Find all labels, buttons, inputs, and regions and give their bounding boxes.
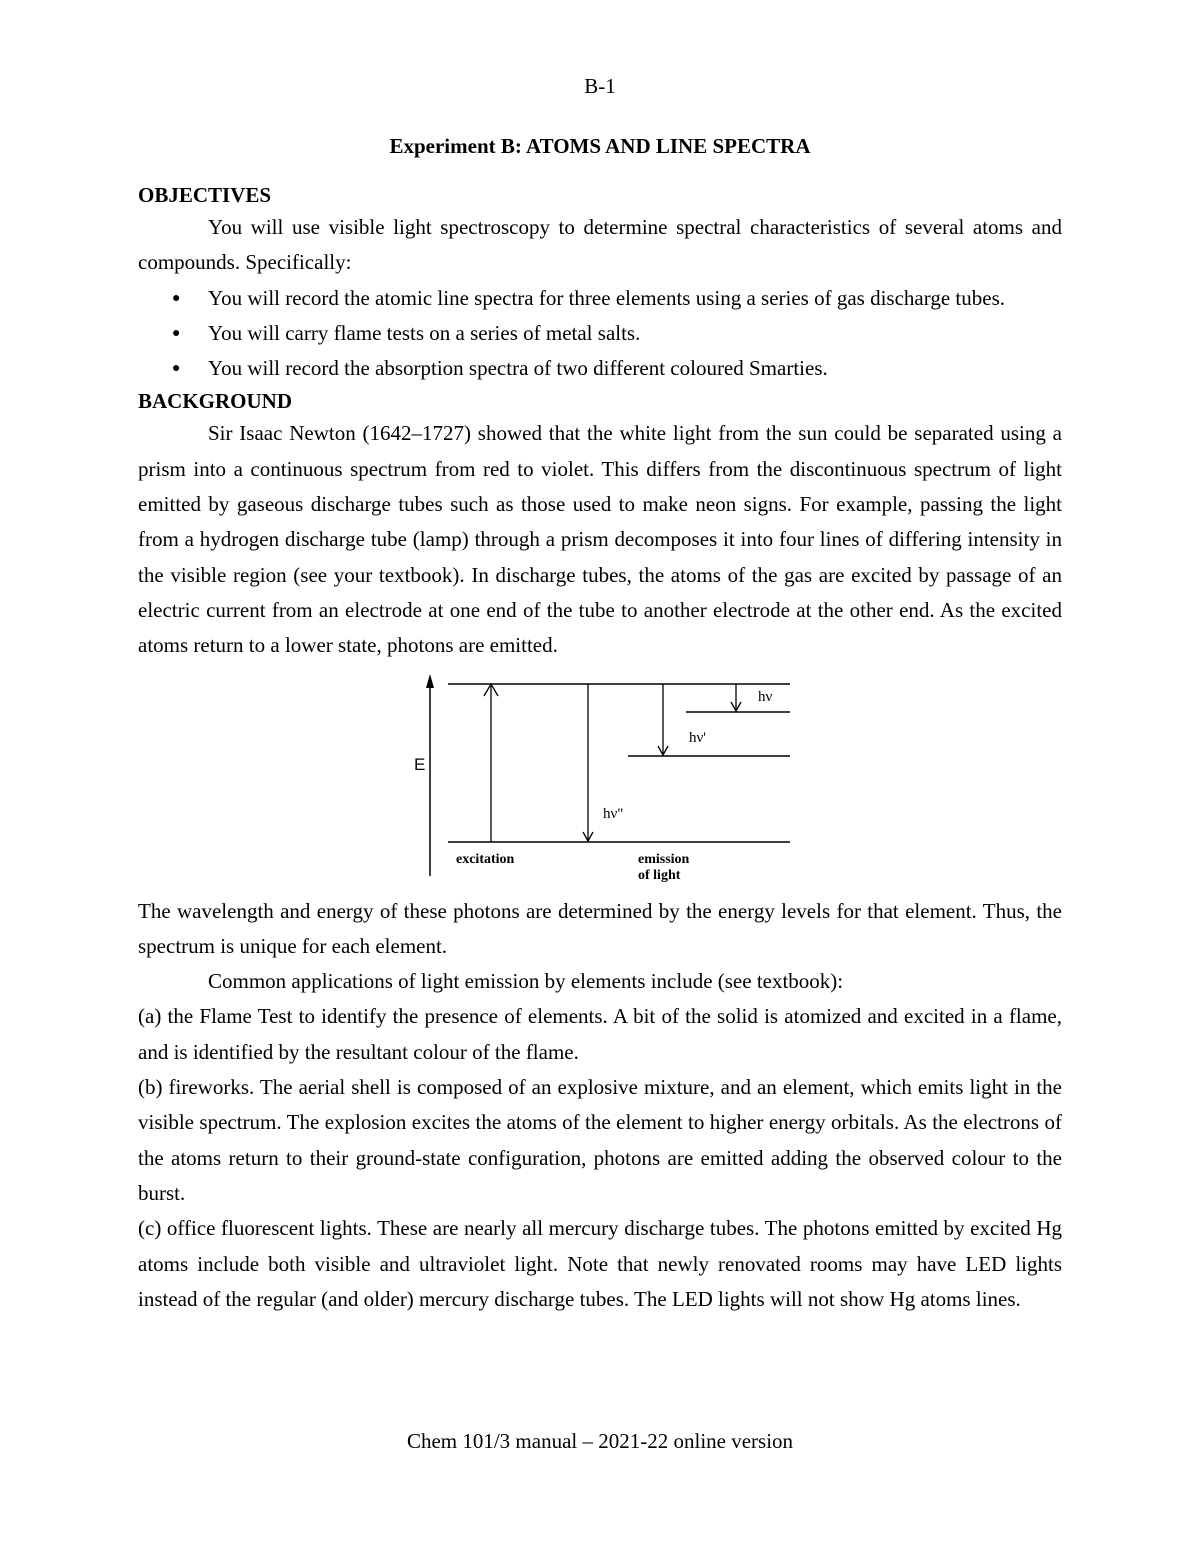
page-number: B-1 (584, 74, 616, 98)
document-body (138, 180, 1062, 1317)
objective-item: ● You will record the absorption spectra of two different coloured Smarties. (138, 351, 1062, 386)
application-item: (b) fireworks. The aerial shell is composed of an explosive mixture, and an element, which emits light in the visible spectrum. The explosion excites the atoms of the element to higher energy orbitals. As the electrons of the atoms return to their ground-state configuration, photons are emitted adding the observed colour to the burst. (138, 1075, 1062, 1205)
objective-item: ● You will record the atomic line spectra for three elements using a series of gas discharge tubes. (138, 281, 1062, 316)
background-heading: BACKGROUND (138, 389, 293, 414)
energy-level-diagram (138, 664, 1062, 894)
background-paragraph: Common applications of light emission by elements include (see textbook): (208, 969, 844, 994)
emission-label-line2: of light (638, 867, 681, 883)
objectives-list (138, 281, 1062, 387)
page-footer: Chem 101/3 manual – 2021-22 online version (406, 1429, 794, 1453)
excitation-label: excitation (456, 851, 515, 867)
energy-axis-arrowhead (426, 674, 434, 688)
page-title: Experiment B: ATOMS AND LINE SPECTRA (389, 134, 811, 158)
application-item: (a) the Flame Test to identify the presence of elements. A bit of the solid is atomized and excited in a flame, and is identified by the resultant colour of the flame. (138, 1004, 1062, 1064)
background-paragraph: Sir Isaac Newton (1642–1727) showed that the white light from the sun could be separated using a prism into a continuous spectrum from red to violet. This differs from the discontinuous spectrum of light emitted by gaseous discharge tubes such as those used to make neon signs. For example, passing the light from a hydrogen discharge tube (lamp) through a prism decomposes it into four lines of differing intensity in the visible region (see your textbook). In discharge tubes, the atoms of the gas are excited by passage of an electric current from an electrode at one end of the tube to another electrode at the other end. As the excited atoms return to a lower state, photons are emitted. (138, 421, 1062, 658)
photon-label-hv-double: hν" (603, 805, 624, 822)
objective-item: ● You will carry flame tests on a series of metal salts. (138, 316, 1062, 351)
photon-label-hv-prime: hν' (689, 729, 706, 746)
emission-label-line1: emission (638, 851, 690, 867)
background-paragraph: The wavelength and energy of these photons are determined by the energy levels for that element. Thus, the spectrum is unique for each element. (138, 898, 1062, 958)
energy-axis-label: E (414, 754, 426, 774)
objectives-heading: OBJECTIVES (138, 183, 272, 207)
applications-list (138, 999, 1062, 1317)
application-item: (c) office fluorescent lights. These are nearly all mercury discharge tubes. The photons emitted by excited Hg atoms include both visible and ultraviolet light. Note that newly renovated rooms may have LED lights instead of the regular (and older) mercury discharge tubes. The LED lights will not show Hg atoms lines. (138, 1216, 1062, 1311)
energy-level-svg (138, 664, 1062, 894)
objectives-intro: You will use visible light spectroscopy to determine spectral characteristics of several atoms and compounds. Specifically: (138, 215, 1062, 275)
photon-label-hv: hν (758, 688, 773, 705)
